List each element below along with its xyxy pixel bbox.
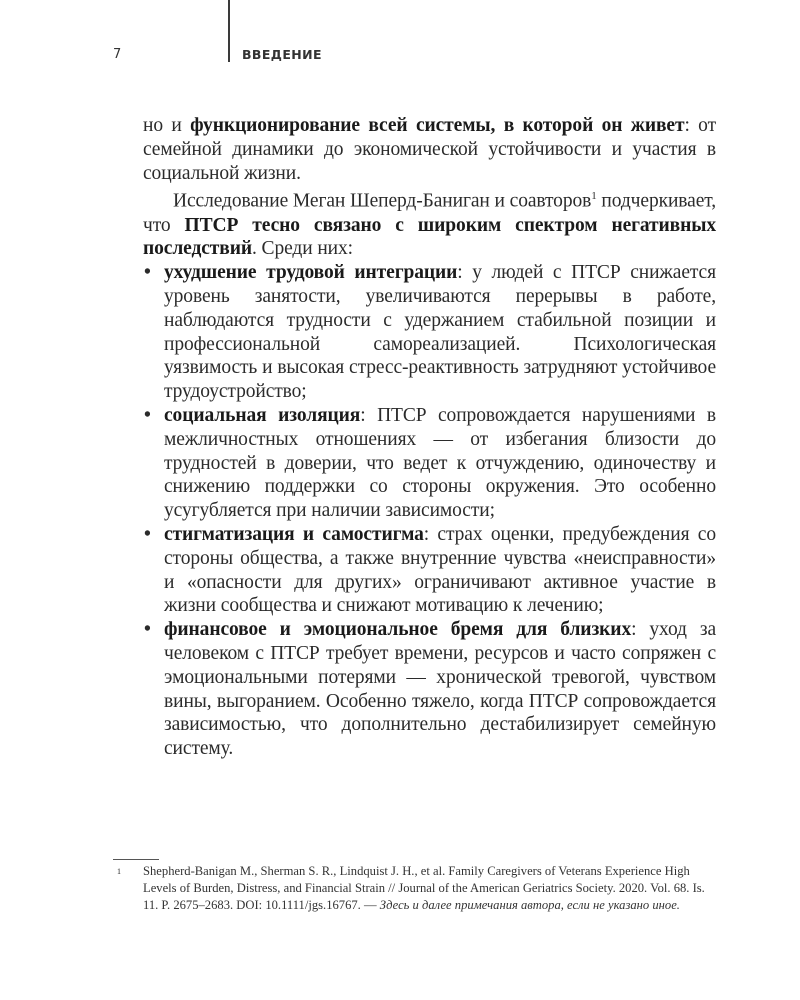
list-item-text: : уход за человеком с ПТСР требует времени, ресурсов и часто сопряжен с эмоциональными потерями — хронической тревогой, чувством вины, выгоранием. Особенно тяжело, когда ПТСР сопровождается зависимостью, что дополнительно дестабилизирует семейную систему. [164, 619, 716, 760]
footnote-text: Shepherd-Banigan M., Sherman S. R., Lindquist J. H., et al. Family Caregivers of Veterans Experience High Levels of Burden, Distress, and Financial Strain // Journal of the American Geriatrics Society. 2020. Vol. 68. Is. 11. P. 2675–2683. DOI: 10.1111/jgs.16767. — [143, 864, 705, 913]
footnote [143, 863, 716, 915]
list-item [144, 618, 716, 761]
bullet-icon: • [144, 262, 151, 284]
p2-start: Исследование Меган Шеперд-Баниган и соавторов [173, 190, 592, 212]
p1-start: но и [143, 115, 191, 136]
body-text [143, 114, 716, 761]
footnote-ref[interactable]: 1 [591, 190, 597, 203]
p1-bold: функционирование всей системы, в которой он живет [190, 115, 685, 136]
paragraph-intro [143, 185, 716, 261]
section-title: ВВЕДЕНИЕ [242, 47, 322, 62]
bullet-icon: • [144, 619, 151, 641]
list-item-heading: стигматизация и самостигма [164, 524, 424, 546]
list-item-heading: финансовое и эмоциональное бремя для близких [164, 619, 632, 641]
list-item [144, 404, 716, 523]
paragraph-continuation [143, 114, 716, 185]
list-item-heading: ухудшение трудовой интеграции [164, 262, 458, 284]
list-item-text: : у людей с ПТСР снижается уровень занятости, увеличиваются перерывы в работе, наблюдаются трудности с удержанием стабильной позиции и профессиональной самореализацией. Психологическая уязвимость и высокая стресс-реактивность затрудняют устойчивое трудоустройство; [164, 262, 716, 403]
consequences-list [143, 261, 716, 761]
page-number: 7 [113, 47, 122, 62]
list-item [144, 261, 716, 404]
list-item-text: : страх оценки, предубеждения со стороны общества, а также внутренние чувства «неисправности» и «опасности для других» ограничивают активное участие в жизни сообщества и снижают мотивацию к лечению; [164, 524, 716, 617]
bullet-icon: • [144, 405, 151, 427]
p2-end: . Среди них: [251, 238, 353, 260]
bullet-icon: • [144, 524, 151, 546]
p2-mid: подчеркивает, что [143, 190, 716, 236]
list-item [144, 523, 716, 618]
footnote-note: Здесь и далее примечания автора, если не указано иное. [379, 898, 680, 913]
footnote-marker: 1 [117, 867, 121, 876]
list-item-text: : ПТСР сопровождается нарушениями в межличностных отношениях — от избегания близости до трудностей в доверии, что ведет к отчуждению, одиночеству и снижению поддержки со стороны окружения. Это особенно усугубляется при наличии зависимости; [164, 405, 716, 522]
footnote-divider [113, 859, 159, 860]
header-divider [228, 0, 230, 62]
list-item-heading: социальная изоляция [164, 405, 361, 427]
p2-bold: ПТСР тесно связано с широким спектром негативных последствий [143, 214, 717, 260]
p1-end: : от семейной динамики до экономической устойчивости и участия в социальной жизни. [143, 115, 716, 184]
